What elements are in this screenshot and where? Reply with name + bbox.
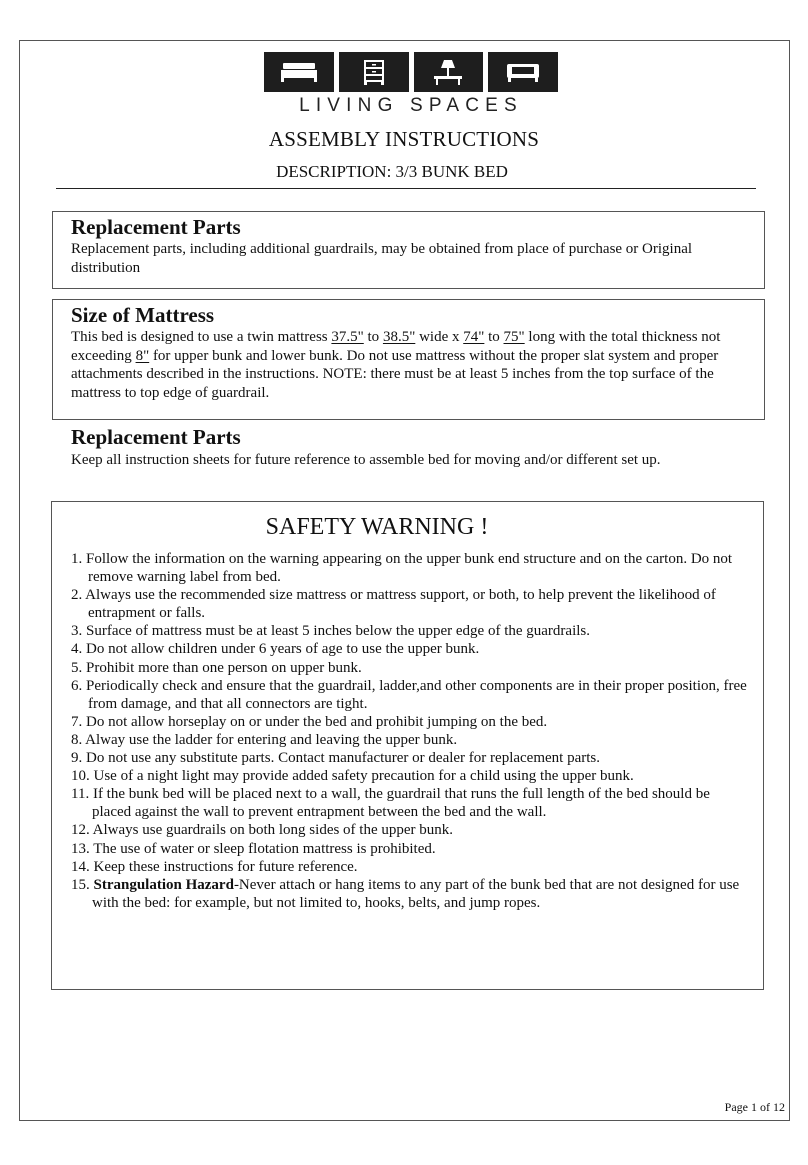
warning-item: 13. The use of water or sleep flotation mattress is prohibited. bbox=[71, 840, 436, 857]
warning-item: 5. Prohibit more than one person on upper bunk. bbox=[71, 659, 362, 676]
warning-item: 10. Use of a night light may provide added safety precaution for a child using the upper bunk. bbox=[71, 768, 634, 785]
warning-item: 3. Surface of mattress must be at least 5 inches below the upper edge of the guardrails. bbox=[71, 623, 591, 640]
mattress-length-max: 75" bbox=[503, 329, 525, 345]
safety-warning-title: SAFETY WARNING ! bbox=[265, 514, 489, 540]
warning-item: 7. Do not allow horseplay on or under the bed and prohibit jumping on the bed. bbox=[71, 713, 548, 730]
warning-item: 4. Do not allow children under 6 years of age to use the upper bunk. bbox=[71, 641, 480, 658]
warning-item: 11. If the bunk bed will be placed next to a wall, the guardrail that runs the full length of the bed should be placed against the wall to prevent entrapment between the bed and the wall. bbox=[71, 786, 710, 821]
product-description: DESCRIPTION: 3/3 BUNK BED bbox=[276, 162, 508, 181]
lamp-table-icon bbox=[414, 52, 484, 92]
living-spaces-logo bbox=[264, 52, 558, 118]
warning-item: 8. Alway use the ladder for entering and leaving the upper bunk. bbox=[71, 731, 458, 748]
reference-heading: Replacement Parts bbox=[71, 425, 241, 449]
mattress-thickness: 8" bbox=[135, 347, 150, 364]
logo-icon-row bbox=[264, 52, 558, 92]
header-divider bbox=[56, 188, 756, 189]
page-number: Page 1 of 12 bbox=[724, 1100, 785, 1114]
mattress-length-min: 74" bbox=[463, 329, 485, 345]
mattress-width-max: 38.5" bbox=[382, 329, 416, 345]
warning-item: 2. Always use the recommended size mattress or mattress support, or both, to help prevent the likelihood of entrapment or falls. bbox=[71, 587, 716, 622]
logo-wordmark: LIVING SPACES bbox=[299, 95, 523, 116]
sofa-icon bbox=[488, 52, 558, 92]
reference-text: Keep all instruction sheets for future reference to assemble bed for moving and/or different set up. bbox=[71, 452, 661, 468]
warning-item: 1. Follow the information on the warning appearing on the upper bunk end structure and on the carton. Do not remove warning label from bed. bbox=[71, 551, 733, 586]
mattress-width-min: 37.5" bbox=[331, 329, 364, 345]
bed-icon bbox=[264, 52, 334, 92]
warning-item: 6. Periodically check and ensure that the guardrail, ladder,and other components are in their proper position, free from damage, and that all connectors are tight. bbox=[71, 677, 747, 712]
replacement-parts-heading: Replacement Parts bbox=[71, 215, 241, 239]
strangulation-hazard-label: Strangulation Hazard bbox=[93, 876, 234, 893]
warning-item-strangulation: 15. Strangulation Hazard-Never attach or hang items to any part of the bunk bed that are not designed for use with the bed: for example, but not limited to, hooks, belts, and jump ropes. bbox=[71, 876, 740, 911]
document-title: ASSEMBLY INSTRUCTIONS bbox=[268, 127, 540, 151]
dresser-icon bbox=[339, 52, 409, 92]
mattress-size-text: This bed is designed to use a twin mattress 37.5" to 38.5" wide x 74" to 75" long with the total thickness not exceeding 8" for upper bunk and lower bunk. Do not use mattress without the proper slat system and proper attachments described in the instructions. NOTE: there must be at least 5 inches from the top surface of the mattress to top edge of guardrail. bbox=[71, 329, 721, 401]
safety-warning-list bbox=[71, 550, 751, 912]
replacement-parts-text: Replacement parts, including additional guardrails, may be obtained from place of purchase or Original distribution bbox=[71, 241, 693, 276]
warning-item: 14. Keep these instructions for future reference. bbox=[71, 858, 358, 875]
warning-item: 12. Always use guardrails on both long sides of the upper bunk. bbox=[71, 822, 454, 839]
mattress-size-heading: Size of Mattress bbox=[71, 303, 215, 327]
warning-item: 9. Do not use any substitute parts. Contact manufacturer or dealer for replacement parts. bbox=[71, 750, 600, 767]
